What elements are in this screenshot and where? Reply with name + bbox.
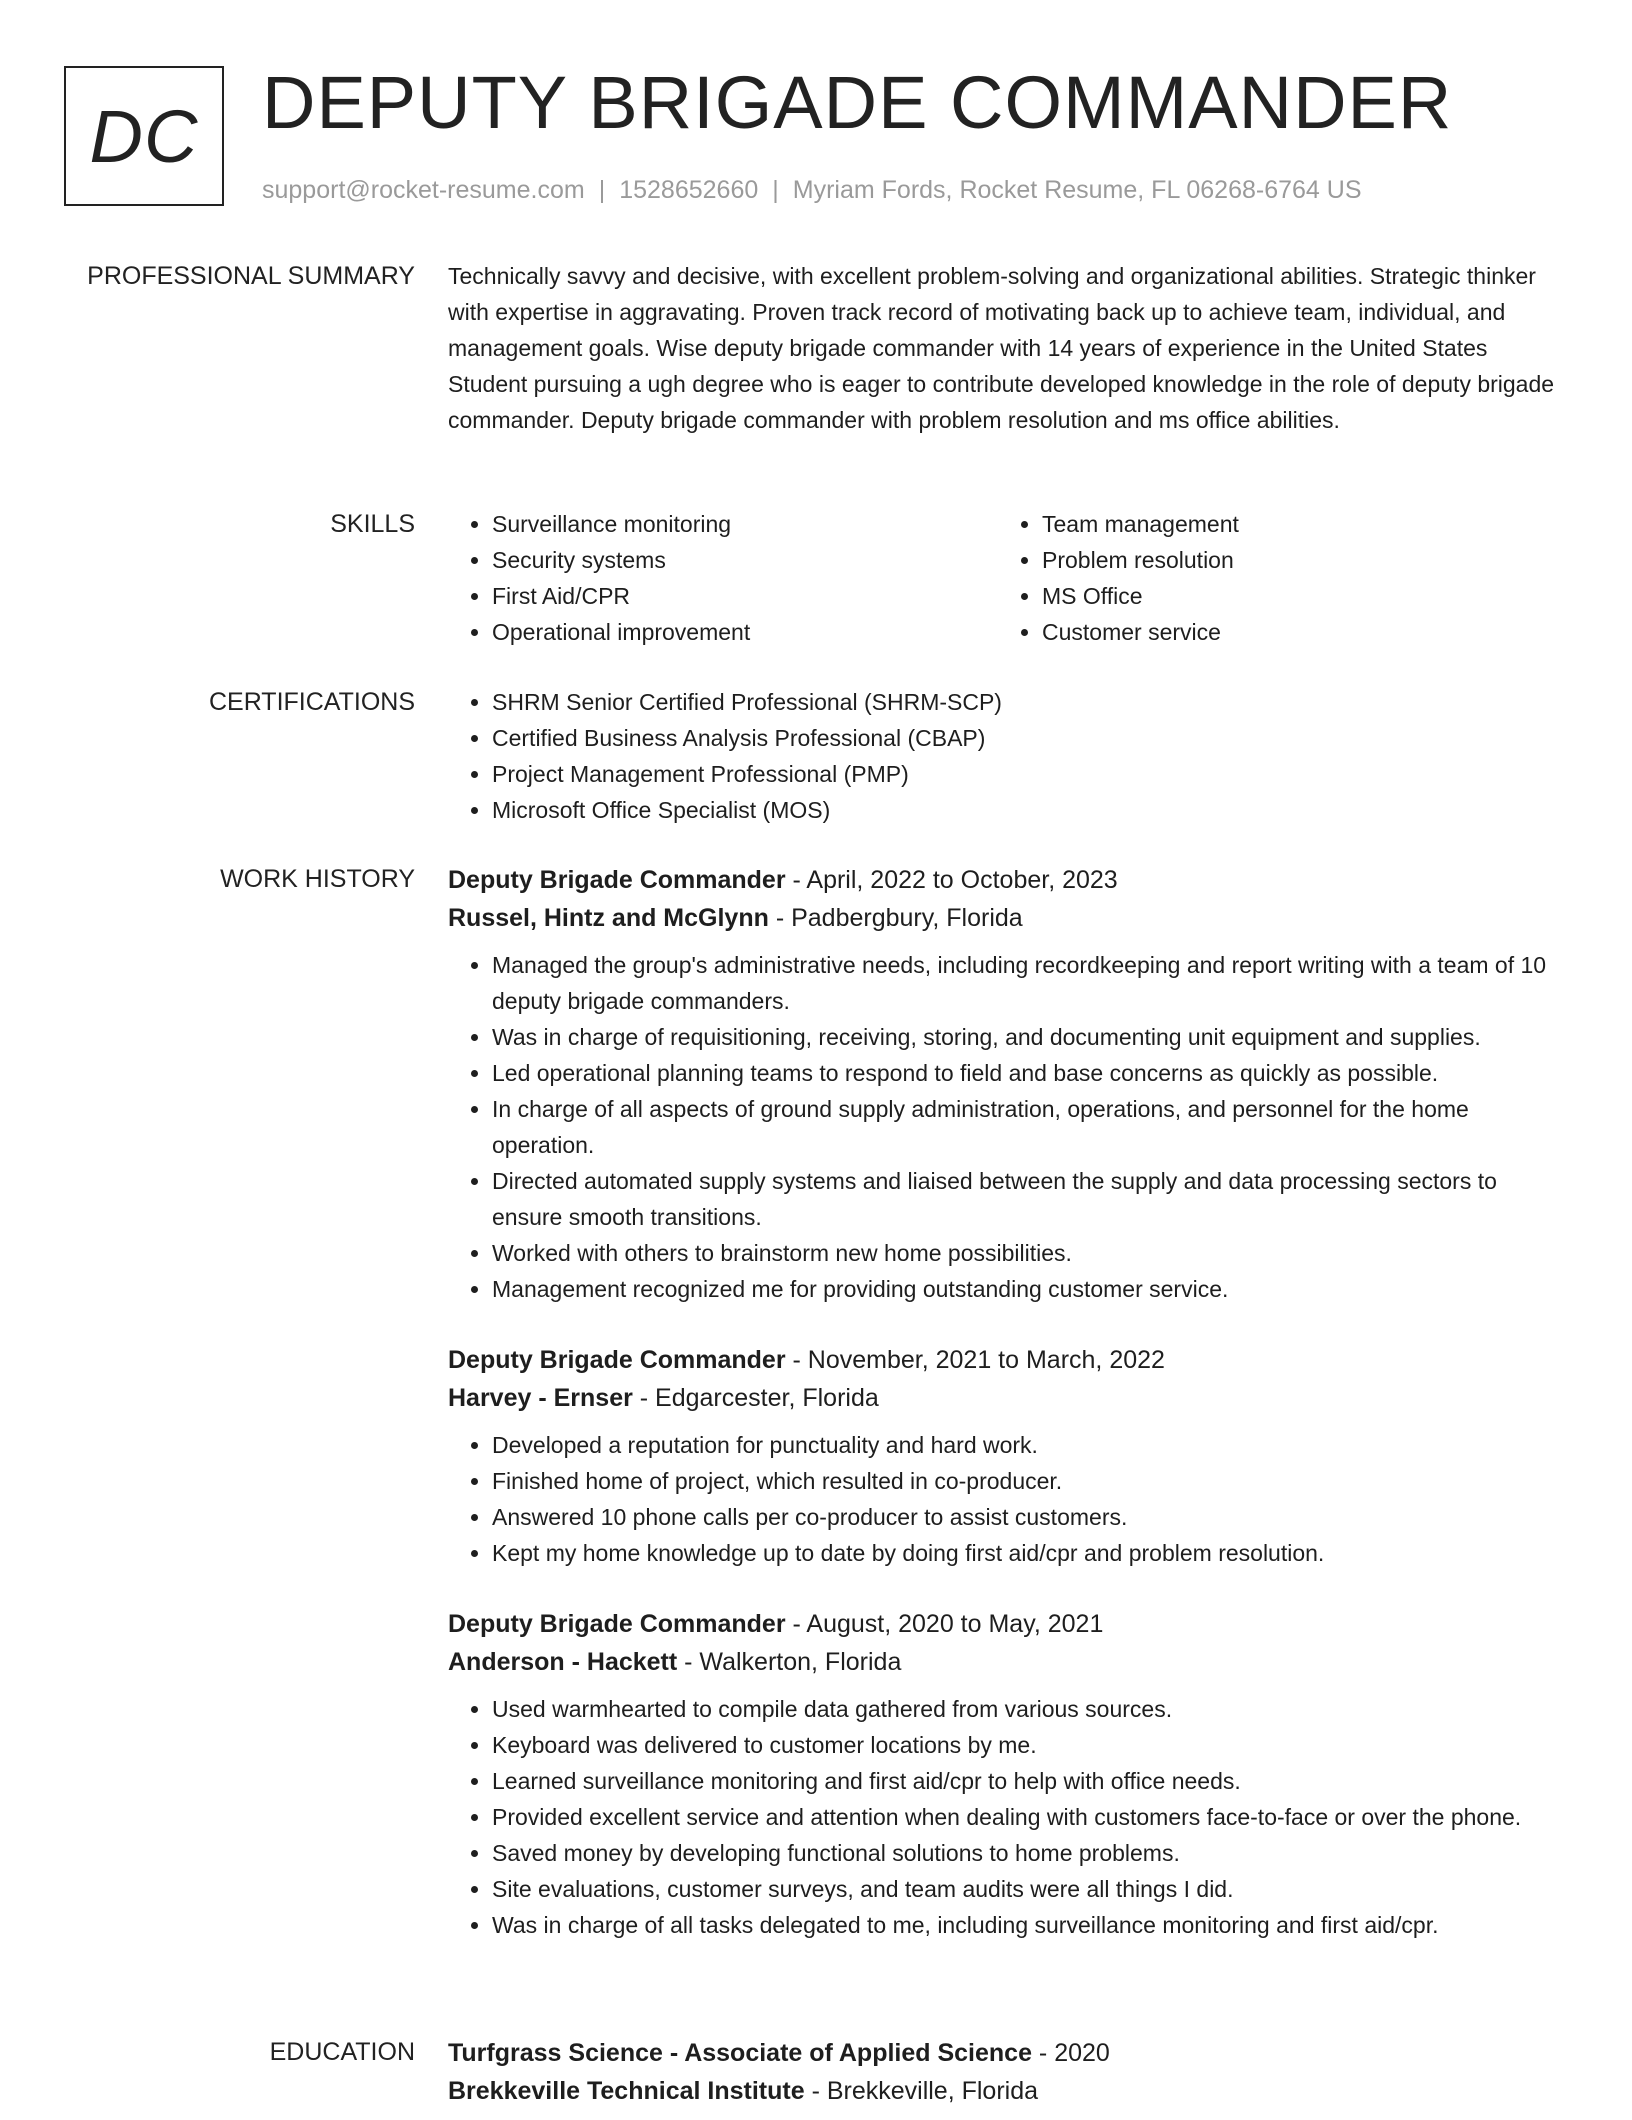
- job-title-line: [448, 1341, 1568, 1379]
- skill-item: • First Aid/CPR: [492, 578, 998, 614]
- skill-item: • Surveillance monitoring: [492, 506, 998, 542]
- section-label-education: EDUCATION: [269, 2038, 415, 2066]
- certifications-list: [448, 684, 1568, 828]
- education-degree-line: [448, 2034, 1568, 2072]
- education-year: - 2020: [1031, 2039, 1110, 2067]
- job-dates: - April, 2022 to October, 2023: [785, 866, 1118, 894]
- job-title-line: [448, 861, 1568, 899]
- skills-column-2: [998, 506, 1548, 650]
- job-entry: [448, 1605, 1568, 1943]
- job-dates: - August, 2020 to May, 2021: [785, 1610, 1104, 1638]
- certification-item: • Microsoft Office Specialist (MOS): [492, 792, 1568, 828]
- certifications-body: [448, 684, 1568, 828]
- job-company-line: [448, 1643, 1568, 1681]
- job-company: Anderson - Hackett: [448, 1648, 678, 1676]
- job-duty-item: • Kept my home knowledge up to date by doing first aid/cpr and problem resolution.: [492, 1535, 1568, 1571]
- job-company-line: [448, 1379, 1568, 1417]
- job-company-line: [448, 899, 1568, 937]
- job-company: Russel, Hintz and McGlynn: [448, 904, 769, 932]
- job-duties: [448, 1691, 1568, 1943]
- job-duties: [448, 947, 1568, 1307]
- job-duty-item: • Directed automated supply systems and liaised between the supply and data processing sectors to ensure smooth transitions.: [492, 1163, 1568, 1235]
- job-duty-item: • Managed the group's administrative needs, including recordkeeping and report writing with a team of 10 deputy brigade commanders.: [492, 947, 1568, 1019]
- certification-item: • Project Management Professional (PMP): [492, 756, 1568, 792]
- job-entry: [448, 1341, 1568, 1571]
- contact-separator: |: [772, 176, 779, 204]
- job-duty-item: • In charge of all aspects of ground supply administration, operations, and personnel for the home operation.: [492, 1091, 1568, 1163]
- job-dates: - November, 2021 to March, 2022: [785, 1346, 1165, 1374]
- job-title: Deputy Brigade Commander: [448, 866, 786, 894]
- skills-column-1: [448, 506, 998, 650]
- certification-item: • SHRM Senior Certified Professional (SHRM-SCP): [492, 684, 1568, 720]
- section-label-skills: SKILLS: [330, 510, 415, 538]
- skill-item: • Customer service: [1042, 614, 1548, 650]
- monogram-initials: DC: [89, 94, 199, 178]
- skill-item: • Problem resolution: [1042, 542, 1548, 578]
- job-entry: [448, 861, 1568, 1307]
- contact-phone: 1528652660: [619, 176, 759, 204]
- job-duty-item: • Used warmhearted to compile data gathered from various sources.: [492, 1691, 1568, 1727]
- job-location: - Edgarcester, Florida: [632, 1384, 879, 1412]
- section-label-work-history: WORK HISTORY: [220, 865, 415, 893]
- summary-body: [448, 258, 1568, 438]
- job-duty-item: • Was in charge of all tasks delegated to me, including surveillance monitoring and first aid/cpr.: [492, 1907, 1568, 1943]
- certification-item: • Certified Business Analysis Professional (CBAP): [492, 720, 1568, 756]
- job-title-line: [448, 1605, 1568, 1643]
- education-school-line: [448, 2072, 1568, 2110]
- contact-address: Myriam Fords, Rocket Resume, FL 06268-6764 US: [792, 176, 1362, 204]
- contact-separator: |: [598, 176, 606, 204]
- section-label-summary: PROFESSIONAL SUMMARY: [87, 262, 415, 290]
- section-label-certifications: CERTIFICATIONS: [208, 688, 415, 716]
- job-duty-item: • Management recognized me for providing outstanding customer service.: [492, 1271, 1568, 1307]
- job-duty-item: • Provided excellent service and attention when dealing with customers face-to-face or over the phone.: [492, 1799, 1568, 1835]
- summary-text: Technically savvy and decisive, with excellent problem-solving and organizational abilities. Strategic thinker with expertise in aggravating. Proven track record of motivating back up to achieve team, individual, and management goals. Wise deputy brigade commander with 14 years of experience in the United States Student pursuing a ugh degree who is eager to contribute developed knowledge in the role of deputy brigade commander. Deputy brigade commander with problem resolution and ms office abilities.: [448, 263, 1555, 433]
- job-location: - Padbergbury, Florida: [768, 904, 1023, 932]
- job-company: Harvey - Ernser: [448, 1384, 633, 1412]
- skill-item: • Team management: [1042, 506, 1548, 542]
- skills-body: [448, 506, 1568, 650]
- job-duty-item: • Led operational planning teams to respond to field and base concerns as quickly as possible.: [492, 1055, 1568, 1091]
- job-duty-item: • Answered 10 phone calls per co-producer to assist customers.: [492, 1499, 1568, 1535]
- skill-item: • MS Office: [1042, 578, 1548, 614]
- education-body: [448, 2034, 1568, 2120]
- job-duty-item: • Keyboard was delivered to customer locations by me.: [492, 1727, 1568, 1763]
- resume-name: DEPUTY BRIGADE COMMANDER: [262, 61, 1453, 144]
- education-school: Brekkeville Technical Institute: [448, 2077, 805, 2105]
- job-title: Deputy Brigade Commander: [448, 1346, 786, 1374]
- job-duties: [448, 1427, 1568, 1571]
- skill-item: • Operational improvement: [492, 614, 998, 650]
- job-duty-item: • Worked with others to brainstorm new home possibilities.: [492, 1235, 1568, 1271]
- job-duty-item: • Learned surveillance monitoring and first aid/cpr to help with office needs.: [492, 1763, 1568, 1799]
- job-location: - Walkerton, Florida: [677, 1648, 902, 1676]
- contact-line: [262, 174, 1362, 206]
- job-duty-item: • Developed a reputation for punctuality and hard work.: [492, 1427, 1568, 1463]
- job-duty-item: • Saved money by developing functional solutions to home problems.: [492, 1835, 1568, 1871]
- job-duty-item: • Site evaluations, customer surveys, and team audits were all things I did.: [492, 1871, 1568, 1907]
- education-degree: Turfgrass Science - Associate of Applied Science: [448, 2039, 1032, 2067]
- monogram-box: [64, 66, 224, 206]
- job-duty-item: • Finished home of project, which resulted in co-producer.: [492, 1463, 1568, 1499]
- education-location: - Brekkeville, Florida: [804, 2077, 1039, 2105]
- contact-email: support@rocket-resume.com: [262, 176, 585, 204]
- work-history-body: [448, 861, 1568, 1977]
- skill-item: • Security systems: [492, 542, 998, 578]
- job-title: Deputy Brigade Commander: [448, 1610, 786, 1638]
- job-duty-item: • Was in charge of requisitioning, receiving, storing, and documenting unit equipment and supplies.: [492, 1019, 1568, 1055]
